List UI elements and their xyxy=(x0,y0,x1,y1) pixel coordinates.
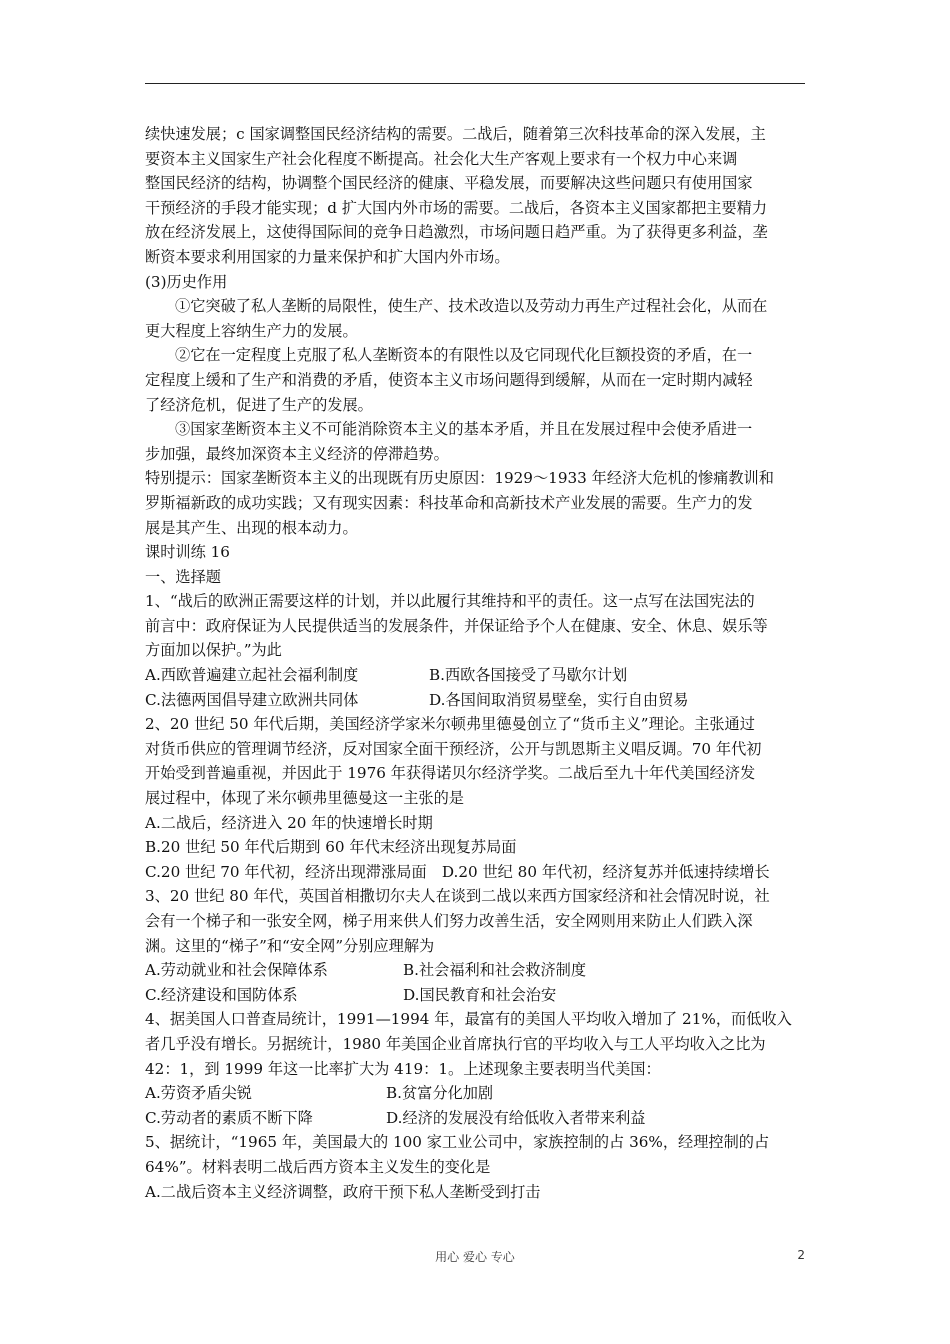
question-2-stem: 展过程中，体现了米尔顿弗里德曼这一主张的是 xyxy=(145,789,464,808)
option-a[interactable]: A.劳动就业和社会保障体系 xyxy=(145,961,328,980)
option-d[interactable]: D.各国间取消贸易壁垒，实行自由贸易 xyxy=(429,690,689,709)
body-line: 续快速发展；c 国家调整国民经济结构的需要。二战后，随着第三次科技革命的深入发展，主 xyxy=(145,125,766,143)
footer-slogan: 用心 爱心 专心 xyxy=(435,1250,515,1264)
option-c-and-d[interactable]: C.20 世纪 70 年代初，经济出现滞涨局面 D.20 世纪 80 年代初，经济复苏并低速持续增长 xyxy=(145,862,770,881)
question-1-options-row xyxy=(145,688,807,713)
option-d[interactable]: D.经济的发展没有给低收入者带来利益 xyxy=(386,1108,646,1127)
tip-line: 罗斯福新政的成功实践；又有现实因素：科技革命和高新技术产业发展的需要。生产力的发 xyxy=(145,493,753,512)
page-number: 2 xyxy=(797,1248,805,1262)
section-subtitle: 一、选择题 xyxy=(145,567,221,586)
question-4-options-row xyxy=(145,1106,807,1131)
point-3-line: ③国家垄断资本主义不可能消除资本主义的基本矛盾，并且在发展过程中会使矛盾进一 xyxy=(175,420,753,439)
point-1-line: 更大程度上容纳生产力的发展。 xyxy=(145,321,358,340)
page-body xyxy=(145,122,807,1204)
question-2-stem: 对货币供应的管理调节经济，反对国家全面干预经济，公开与凯恩斯主义唱反调。70 年代初 xyxy=(145,739,762,758)
header-rule xyxy=(145,83,805,84)
tip-line: 展是其产生、出现的根本动力。 xyxy=(145,518,358,537)
option-a[interactable]: A.劳资矛盾尖锐 xyxy=(145,1084,252,1103)
option-b[interactable]: B.贫富分化加剧 xyxy=(386,1084,494,1103)
point-3-line: 步加强，最终加深资本主义经济的停滞趋势。 xyxy=(145,444,449,463)
question-4-stem: 42：1，到 1999 年这一比率扩大为 419：1。上述现象主要表明当代美国： xyxy=(145,1059,661,1078)
question-3-stem: 会有一个梯子和一张安全网，梯子用来供人们努力改善生活，安全网则用来防止人们跌入深 xyxy=(145,912,753,930)
body-line: 整国民经济的结构，协调整个国民经济的健康、平稳发展，而要解决这些问题只有使用国家 xyxy=(145,174,753,193)
option-b[interactable]: B.西欧各国接受了马歇尔计划 xyxy=(429,666,628,685)
body-line: 要资本主义国家生产社会化程度不断提高。社会化大生产客观上要求有一个权力中心来调 xyxy=(145,149,738,168)
option-c[interactable]: C.劳动者的素质不断下降 xyxy=(145,1108,313,1127)
question-5-stem: 5、据统计，“1965 年，美国最大的 100 家工业公司中，家族控制的占 36%，经理控制的占 xyxy=(145,1133,770,1152)
option-a[interactable]: A.西欧普遍建立起社会福利制度 xyxy=(145,666,359,685)
point-2-line: 了经济危机，促进了生产的发展。 xyxy=(145,395,373,414)
body-line: 干预经济的手段才能实现；d 扩大国内外市场的需要。二战后，各资本主义国家都把主要精力 xyxy=(145,198,768,217)
question-4-stem: 者几乎没有增长。另据统计，1980 年美国企业首席执行官的平均收入与工人平均收入之比为 xyxy=(145,1034,766,1053)
option-a[interactable]: A.二战后资本主义经济调整，政府干预下私人垄断受到打击 xyxy=(145,1182,541,1201)
question-2-stem: 开始受到普遍重视，并因此于 1976 年获得诺贝尔经济学奖。二战后至九十年代美国经济发 xyxy=(145,764,756,783)
question-1-stem: 方面加以保护。”为此 xyxy=(145,641,282,660)
body-line: 放在经济发展上，这使得国际间的竞争日趋激烈，市场问题日趋严重。为了获得更多利益，垄 xyxy=(145,223,768,242)
lesson-title: 课时训练 16 xyxy=(145,543,230,562)
option-b[interactable]: B.社会福利和社会救济制度 xyxy=(403,961,587,980)
question-2-stem: 2、20 世纪 50 年代后期，美国经济学家米尔顿弗里德曼创立了“货币主义”理论。主张通过 xyxy=(145,715,755,734)
question-5-stem: 64%”。材料表明二战后西方资本主义发生的变化是 xyxy=(145,1157,491,1176)
option-d[interactable]: D.国民教育和社会治安 xyxy=(403,985,557,1004)
tip-line: 特别提示：国家垄断资本主义的出现既有历史原因：1929～1933 年经济大危机的惨痛教训和 xyxy=(145,469,774,488)
option-b[interactable]: B.20 世纪 50 年代后期到 60 年代末经济出现复苏局面 xyxy=(145,838,517,857)
question-3-options-row xyxy=(145,983,807,1008)
section-heading-historical-role: (3)历史作用 xyxy=(145,272,228,291)
point-1-line: ①它突破了私人垄断的局限性，使生产、技术改造以及劳动力再生产过程社会化，从而在 xyxy=(175,297,768,316)
question-3-stem: 渊。这里的“梯子”和“安全网”分别应理解为 xyxy=(145,936,435,955)
option-a[interactable]: A.二战后，经济进入 20 年的快速增长时期 xyxy=(145,813,433,832)
point-2-line: 定程度上缓和了生产和消费的矛盾，使资本主义市场问题得到缓解，从而在一定时期内减轻 xyxy=(145,370,753,389)
question-3-options-row xyxy=(145,958,807,983)
question-4-stem: 4、据美国人口普查局统计，1991—1994 年，最富有的美国人平均收入增加了 21%，而低收入 xyxy=(145,1010,792,1029)
question-1-options-row xyxy=(145,663,807,688)
point-2-line: ②它在一定程度上克服了私人垄断资本的有限性以及它同现代化巨额投资的矛盾，在一 xyxy=(175,346,753,365)
question-1-stem: 1、“战后的欧洲正需要这样的计划，并以此履行其维持和平的责任。这一点写在法国宪法的 xyxy=(145,592,755,611)
question-4-options-row xyxy=(145,1081,807,1106)
page-footer xyxy=(0,1248,950,1268)
option-c[interactable]: C.经济建设和国防体系 xyxy=(145,985,298,1004)
question-1-stem: 前言中：政府保证为人民提供适当的发展条件，并保证给予个人在健康、安全、休息、娱乐等 xyxy=(145,616,768,635)
option-c[interactable]: C.法德两国倡导建立欧洲共同体 xyxy=(145,690,359,709)
question-3-stem: 3、20 世纪 80 年代，英国首相撒切尔夫人在谈到二战以来西方国家经济和社会情况时说，社 xyxy=(145,887,770,906)
body-line: 断资本要求利用国家的力量来保护和扩大国内外市场。 xyxy=(145,247,510,266)
